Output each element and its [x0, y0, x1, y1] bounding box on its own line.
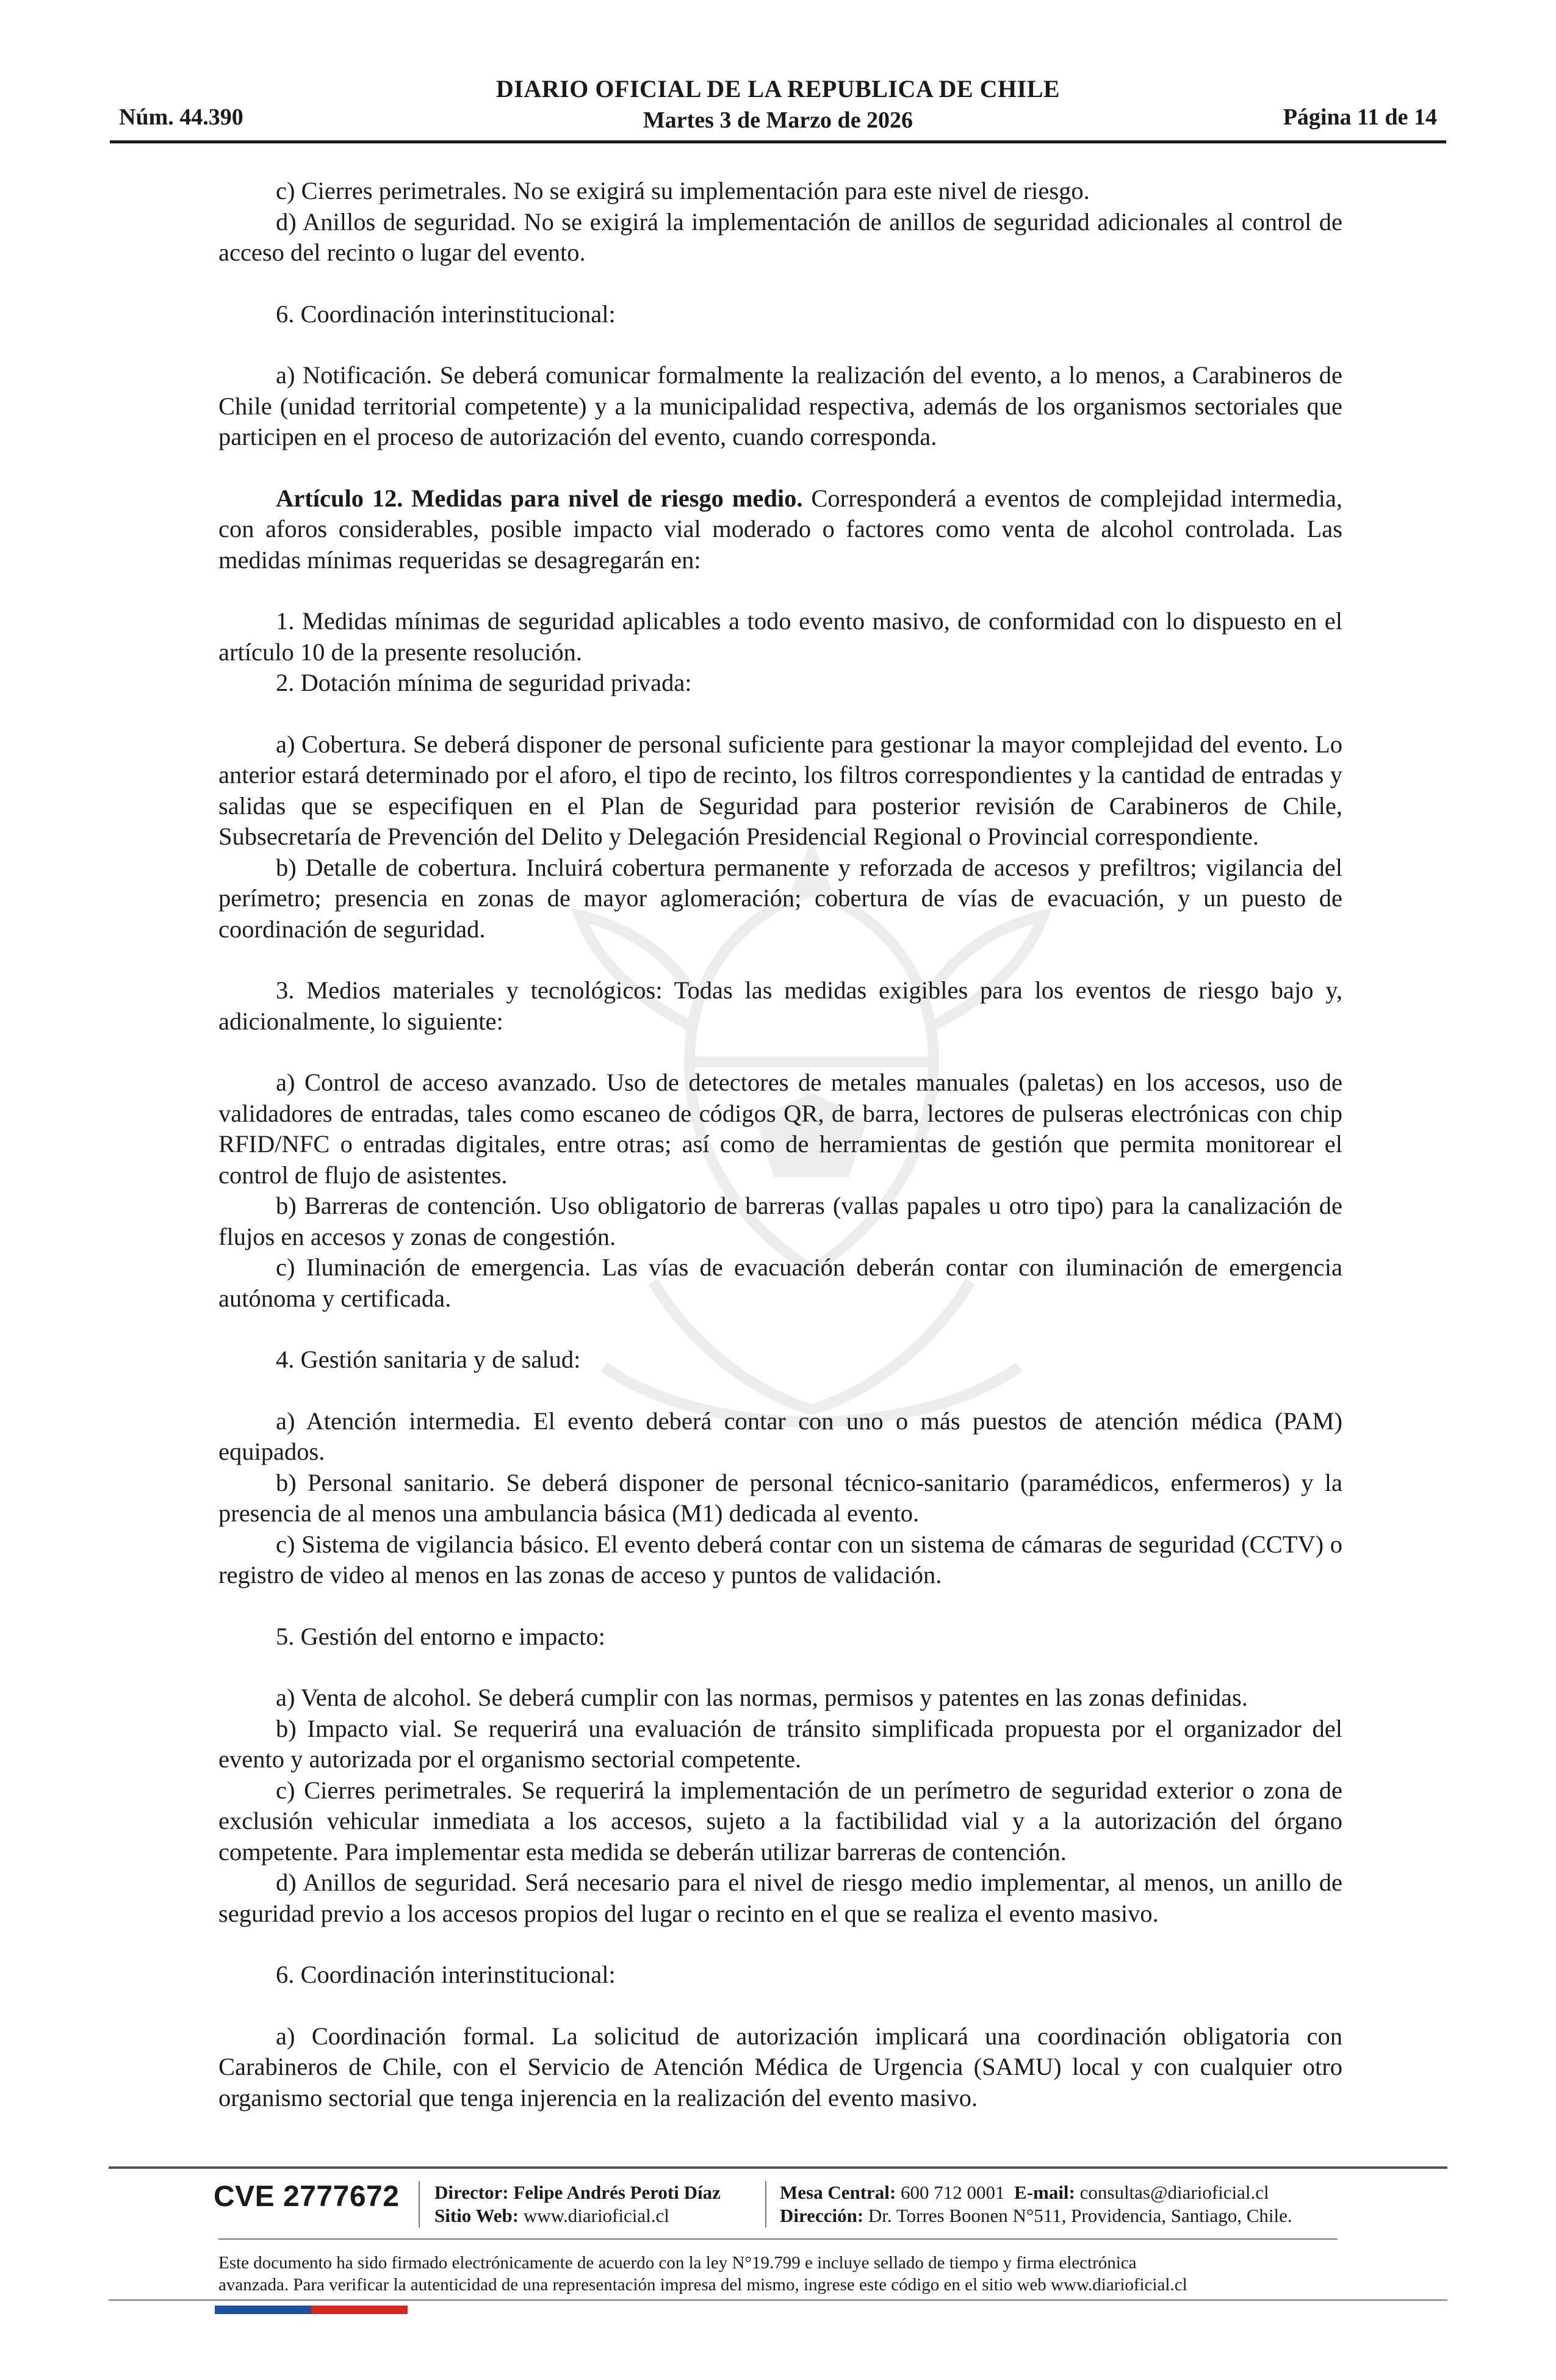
paragraph: b) Impacto vial. Se requerirá una evaluación de tránsito simplificada propuesta por el organizador del evento y autorizada por el organismo sectorial competente.: [218, 1714, 1342, 1773]
footer-contact-block: [780, 2181, 1292, 2227]
page-header: [110, 73, 1446, 140]
header-center: [110, 73, 1446, 135]
paragraph: c) Cierres perimetrales. Se requerirá la implementación de un perímetro de seguridad exterior o zona de exclusión vehicular inmediata a los accesos, sujeto a la factibilidad vial y a la autorización del órgano competente. Para implementar esta medida se deberán utilizar barreras de contención.: [218, 1776, 1342, 1866]
paragraph: a) Venta de alcohol. Se deberá cumplir con las normas, permisos y patentes en las zonas definidas.: [276, 1684, 1248, 1711]
paragraph: a) Atención intermedia. El evento deberá contar con uno o más puestos de atención médica (PAM) equipados.: [218, 1407, 1342, 1465]
footer-rule-mid: [218, 2238, 1338, 2240]
section-heading: 6. Coordinación interinstitucional:: [276, 300, 616, 328]
flag-stripe-blue: [215, 2306, 311, 2314]
section-heading: 2. Dotación mínima de seguridad privada:: [276, 669, 692, 696]
paragraph: a) Control de acceso avanzado. Uso de detectores de metales manuales (paletas) en los accesos, uso de validadores de entradas, tales como escaneo de códigos QR, de barra, lectores de pulseras electrónicas con chip RFID/NFC o entradas digitales, entre otras; así como de herramientas de gestión que permita monitorear el control de flujo de asistentes.: [218, 1069, 1342, 1189]
page-number: Página 11 de 14: [1283, 104, 1437, 130]
address-value: Dr. Torres Boonen N°511, Providencia, Santiago, Chile.: [868, 2205, 1292, 2226]
footer-separator: [765, 2181, 766, 2227]
section-heading: 4. Gestión sanitaria y de salud:: [276, 1346, 581, 1373]
footer-rule-top: [109, 2166, 1447, 2169]
footer-rule-bottom: [109, 2299, 1447, 2301]
address-label: Dirección:: [780, 2205, 864, 2226]
footer-director-block: [434, 2181, 721, 2227]
legal-line: Este documento ha sido firmado electrónicamente de acuerdo con la ley N°19.799 e incluye sellado de tiempo y firma electrónica: [218, 2253, 1137, 2273]
article-paragraph: [218, 483, 1342, 576]
paragraph: b) Barreras de contención. Uso obligatorio de barreras (vallas papales u otro tipo) para la canalización de flujos en accesos y zonas de congestión.: [218, 1192, 1342, 1250]
mesa-label: Mesa Central:: [780, 2182, 896, 2203]
legal-line: avanzada. Para verificar la autenticidad de una representación impresa del mismo, ingrese este código en el sitio web www.diarioficial.cl: [218, 2275, 1187, 2295]
director-name: Felipe Andrés Peroti Díaz: [513, 2182, 721, 2203]
paragraph: d) Anillos de seguridad. No se exigirá la implementación de anillos de seguridad adicionales al control de acceso del recinto o lugar del evento.: [218, 207, 1342, 266]
paragraph: c) Iluminación de emergencia. Las vías de evacuación deberán contar con iluminación de emergencia autónoma y certificada.: [218, 1253, 1342, 1312]
paragraph: c) Cierres perimetrales. No se exigirá su implementación para este nivel de riesgo.: [276, 177, 1090, 204]
issue-number: Núm. 44.390: [119, 104, 243, 130]
paragraph: b) Personal sanitario. Se deberá disponer de personal técnico-sanitario (paramédicos, enfermeros) y la presencia de al menos una ambulancia básica (M1) dedicada al evento.: [218, 1468, 1342, 1527]
article-title: Artículo 12. Medidas para nivel de riesgo medio.: [276, 484, 803, 512]
mesa-value: 600 712 0001: [901, 2182, 1005, 2203]
paragraph: c) Sistema de vigilancia básico. El evento deberá contar con un sistema de cámaras de seguridad (CCTV) o registro de video al menos en las zonas de acceso y puntos de validación.: [218, 1530, 1342, 1588]
section-heading: 6. Coordinación interinstitucional:: [276, 1961, 616, 1988]
legal-notice: [218, 2252, 1360, 2296]
email-label: E-mail:: [1014, 2182, 1075, 2203]
paragraph: a) Cobertura. Se deberá disponer de personal suficiente para gestionar la mayor complejidad del evento. Lo anterior estará determinado por el aforo, el tipo de recinto, los filtros correspondientes y la cantidad de entradas y salidas que se especifiquen en el Plan de Seguridad para posterior revisión de Carabineros de Chile, Subsecretaría de Prevención del Delito y Delegación Presidencial Regional o Provincial correspondiente.: [218, 730, 1342, 850]
cve-code: CVE 2777672: [214, 2180, 400, 2213]
web-label: Sitio Web:: [434, 2205, 519, 2226]
publication-title: DIARIO OFICIAL DE LA REPUBLICA DE CHILE: [495, 75, 1061, 103]
publication-date: Martes 3 de Marzo de 2026: [643, 107, 913, 133]
article-text: Corresponderá a eventos de complejidad intermedia, con aforos considerables, posible impacto vial moderado o factores como venta de alcohol controlada. Las medidas mínimas requeridas se desagregarán en:: [218, 484, 1342, 574]
web-link[interactable]: www.diarioficial.cl: [523, 2205, 669, 2226]
document-body: [218, 176, 1342, 2113]
paragraph: b) Detalle de cobertura. Incluirá cobertura permanente y reforzada de accesos y prefiltros; vigilancia del perímetro; presencia en zonas de mayor aglomeración; cobertura de vías de evacuación, y un puesto de coordinación de seguridad.: [218, 853, 1342, 943]
paragraph: a) Notificación. Se deberá comunicar formalmente la realización del evento, a lo menos, a Carabineros de Chile (unidad territorial competente) y a la municipalidad respectiva, además de los organismos sectoriales que participen en el proceso de autorización del evento, cuando corresponda.: [218, 361, 1342, 450]
section-heading: 5. Gestión del entorno e impacto:: [276, 1622, 605, 1650]
footer-separator: [419, 2181, 420, 2227]
section-heading: 3. Medios materiales y tecnológicos: Todas las medidas exigibles para los eventos de riesgo bajo y, adicionalmente, lo siguiente:: [218, 976, 1342, 1035]
director-label: Director:: [434, 2182, 509, 2203]
paragraph: a) Coordinación formal. La solicitud de autorización implicará una coordinación obligatoria con Carabineros de Chile, con el Servicio de Atención Médica de Urgencia (SAMU) local y con cualquier otro organismo sectorial que tenga injerencia en la realización del evento masivo.: [218, 2022, 1342, 2111]
flag-stripe-red: [311, 2306, 408, 2314]
email-link[interactable]: consultas@diarioficial.cl: [1079, 2182, 1269, 2203]
header-rule: [110, 140, 1446, 143]
paragraph: d) Anillos de seguridad. Será necesario para el nivel de riesgo medio implementar, al menos, un anillo de seguridad previo a los accesos propios del lugar o recinto en el que se realiza el evento masivo.: [218, 1869, 1342, 1927]
paragraph: 1. Medidas mínimas de seguridad aplicables a todo evento masivo, de conformidad con lo dispuesto en el artículo 10 de la presente resolución.: [218, 607, 1342, 666]
